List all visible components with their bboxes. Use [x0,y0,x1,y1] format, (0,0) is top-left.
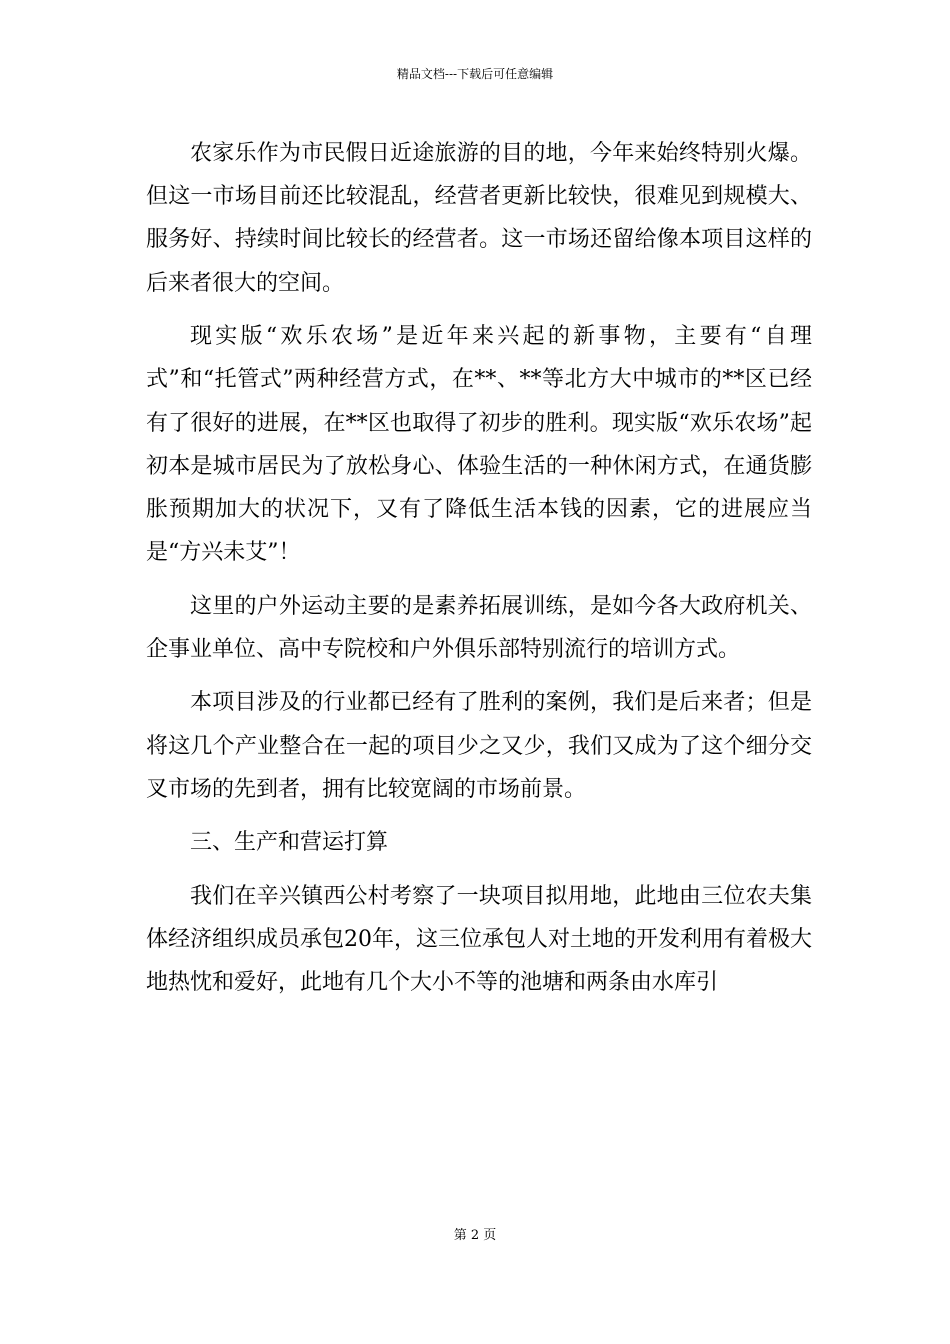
section-heading: 三、生产和营运打算 [190,830,389,856]
paragraph: 这里的户外运动主要的是素养拓展训练，是如今各大政府机关、企事业单位、高中专院校和户外俱乐部特别流行的培训方式。 [146,593,812,662]
page-header: 精品文档---下载后可任意编辑 [396,67,554,81]
paragraph: 本项目涉及的行业都已经有了胜利的案例，我们是后来者；但是将这几个产业整合在一起的项目少之又少，我们又成为了这个细分交叉市场的先到者，拥有比较宽阔的市场前景。 [146,690,812,802]
paragraph: 农家乐作为市民假日近途旅游的目的地，今年来始终特别火爆。但这一市场目前还比较混乱，经营者更新比较快，很难见到规模大、服务好、持续时间比较长的经营者。这一市场还留给像本项目这样的后来者很大的空间。 [146,141,812,296]
paragraph: 我们在辛兴镇西公村考察了一块项目拟用地，此地由三位农夫集体经济组织成员承包20年，这三位承包人对土地的开发利用有着极大地热忱和爱好，此地有几个大小不等的池塘和两条由水库引 [146,883,812,996]
document-body [146,132,812,1015]
page-number: 第 2 页 [453,1228,497,1243]
paragraph: 现实版“欢乐农场”是近年来兴起的新事物，主要有“自理式”和“托管式”两种经营方式，在**、**等北方大中城市的**区已经有了很好的进展，在**区也取得了初步的胜利。现实版“欢乐农场”起初本是城市居民为了放松身心、体验生活的一种休闲方式，在通货膨胀预期加大的状况下，又有了降低生活本钱的因素，它的进展应当是“方兴未艾”！ [146,324,812,566]
